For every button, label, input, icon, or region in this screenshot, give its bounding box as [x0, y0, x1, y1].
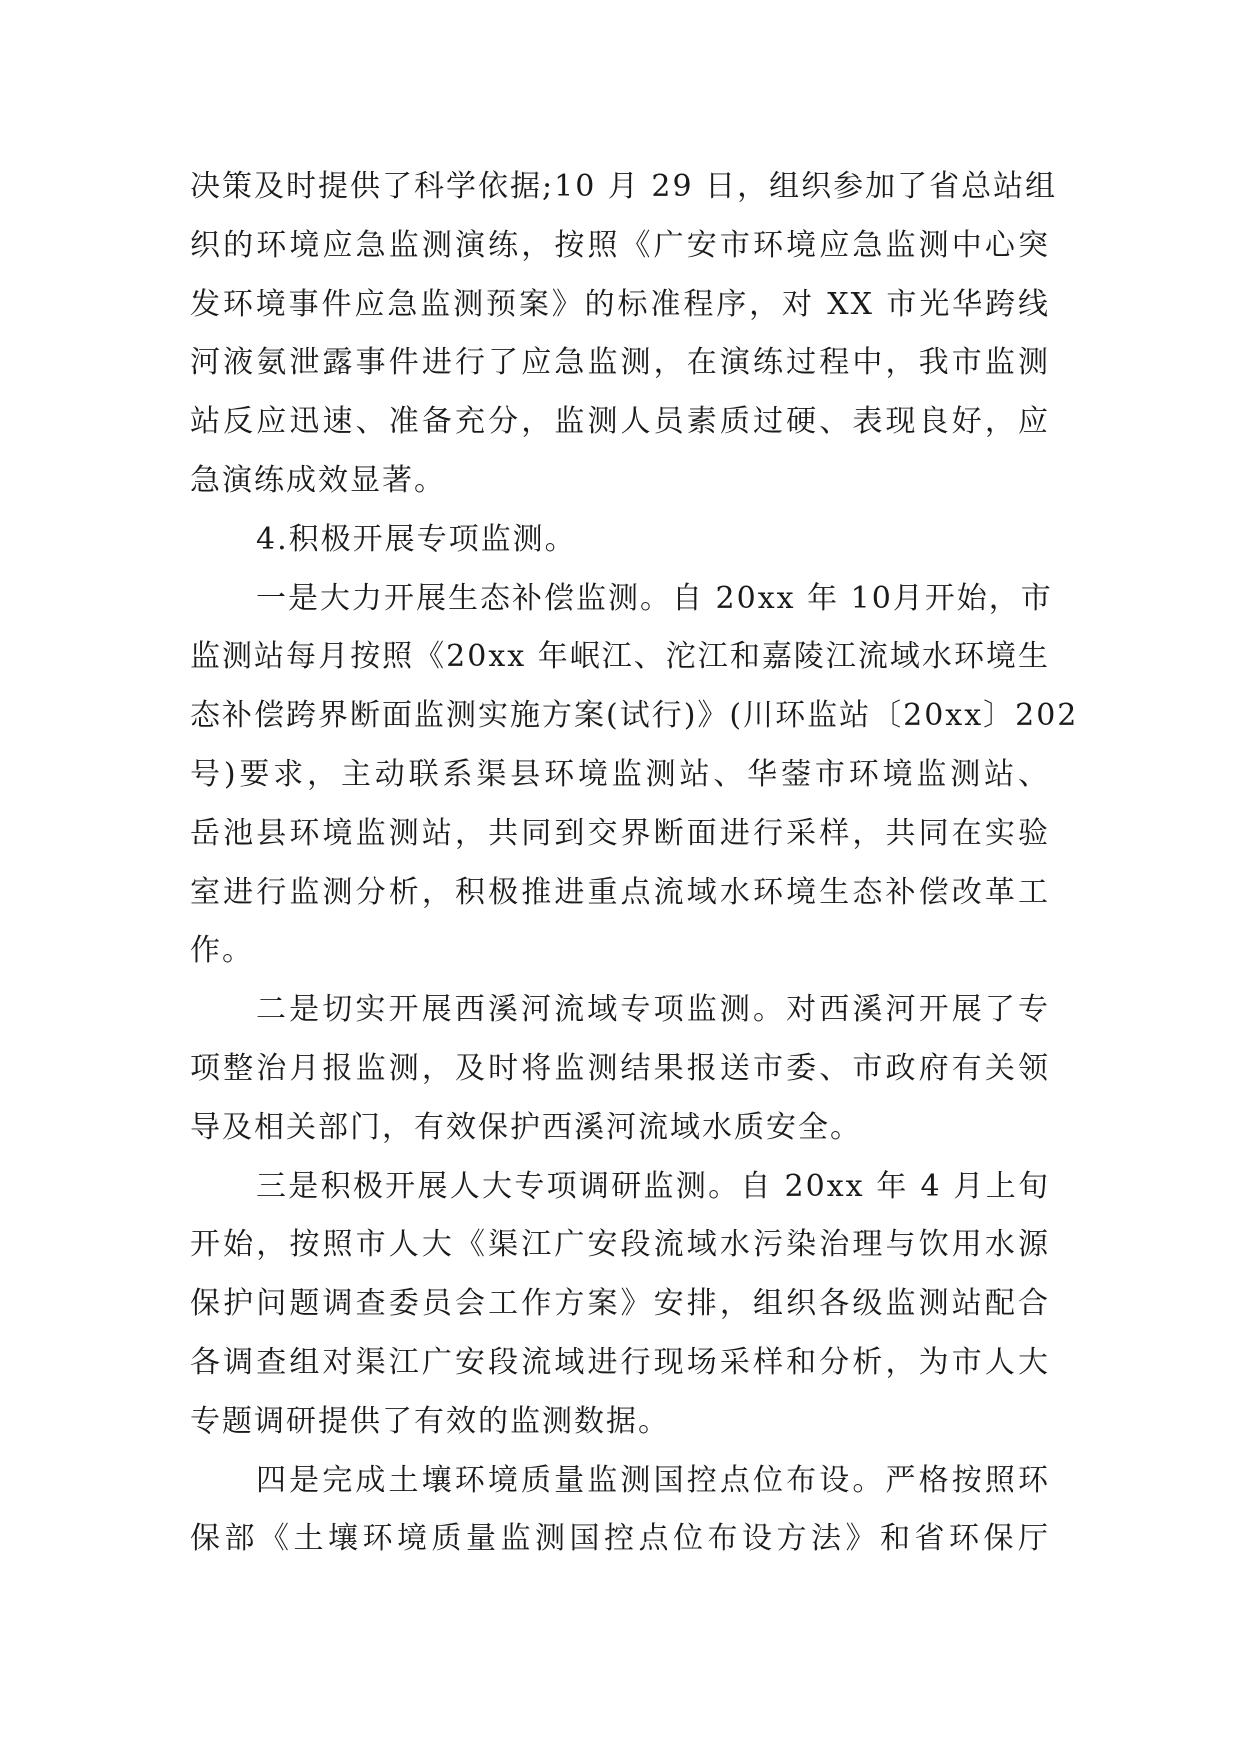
text-line: 开始，按照市人大《渠江广安段流域水污染治理与饮用水源	[190, 1227, 1050, 1263]
text-line: 三是积极开展人大专项调研监测。自 20xx 年 4 月上旬	[256, 1168, 1050, 1204]
text-line: 项整治月报监测，及时将监测结果报送市委、市政府有关领	[190, 1050, 1050, 1086]
text-line: 专题调研提供了有效的监测数据。	[190, 1403, 670, 1439]
text-line: 四是完成土壤环境质量监测国控点位布设。严格按照环	[256, 1462, 1050, 1498]
text-line: 态补偿跨界断面监测实施方案(试行)》(川环监站〔20xx〕202	[190, 698, 1079, 734]
text-line: 岳池县环境监测站，共同到交界断面进行采样，共同在实验	[190, 815, 1050, 851]
text-line: 室进行监测分析，积极推进重点流域水环境生态补偿改革工	[190, 874, 1050, 910]
text-line: 各调查组对渠江广安段流域进行现场采样和分析，为市人大	[190, 1344, 1050, 1380]
text-line: 河液氨泄露事件进行了应急监测，在演练过程中，我市监测	[190, 345, 1050, 381]
text-line: 监测站每月按照《20xx 年岷江、沱江和嘉陵江流域水环境生	[190, 639, 1050, 675]
text-line: 急演练成效显著。	[190, 462, 446, 498]
text-line: 站反应迅速、准备充分，监测人员素质过硬、表现良好，应	[190, 404, 1050, 440]
text-line: 发环境事件应急监测预案》的标准程序，对 XX 市光华跨线	[190, 286, 1050, 322]
text-line: 保护问题调查委员会工作方案》安排，组织各级监测站配合	[190, 1286, 1050, 1322]
text-line: 4.积极开展专项监测。	[256, 521, 577, 557]
text-line: 织的环境应急监测演练，按照《广安市环境应急监测中心突	[190, 227, 1050, 263]
body-text	[190, 158, 1079, 1569]
text-line: 作。	[190, 933, 254, 969]
text-line: 保部《土壤环境质量监测国控点位布设方法》和省环保厅	[190, 1521, 1050, 1557]
text-line: 号)要求，主动联系渠县环境监测站、华蓥市环境监测站、	[190, 756, 1050, 792]
text-line: 二是切实开展西溪河流域专项监测。对西溪河开展了专	[256, 992, 1050, 1028]
text-line: 一是大力开展生态补偿监测。自 20xx 年 10月开始，市	[256, 580, 1053, 616]
text-line: 导及相关部门，有效保护西溪河流域水质安全。	[190, 1109, 862, 1145]
text-line: 决策及时提供了科学依据;10 月 29 日，组织参加了省总站组	[190, 169, 1058, 204]
